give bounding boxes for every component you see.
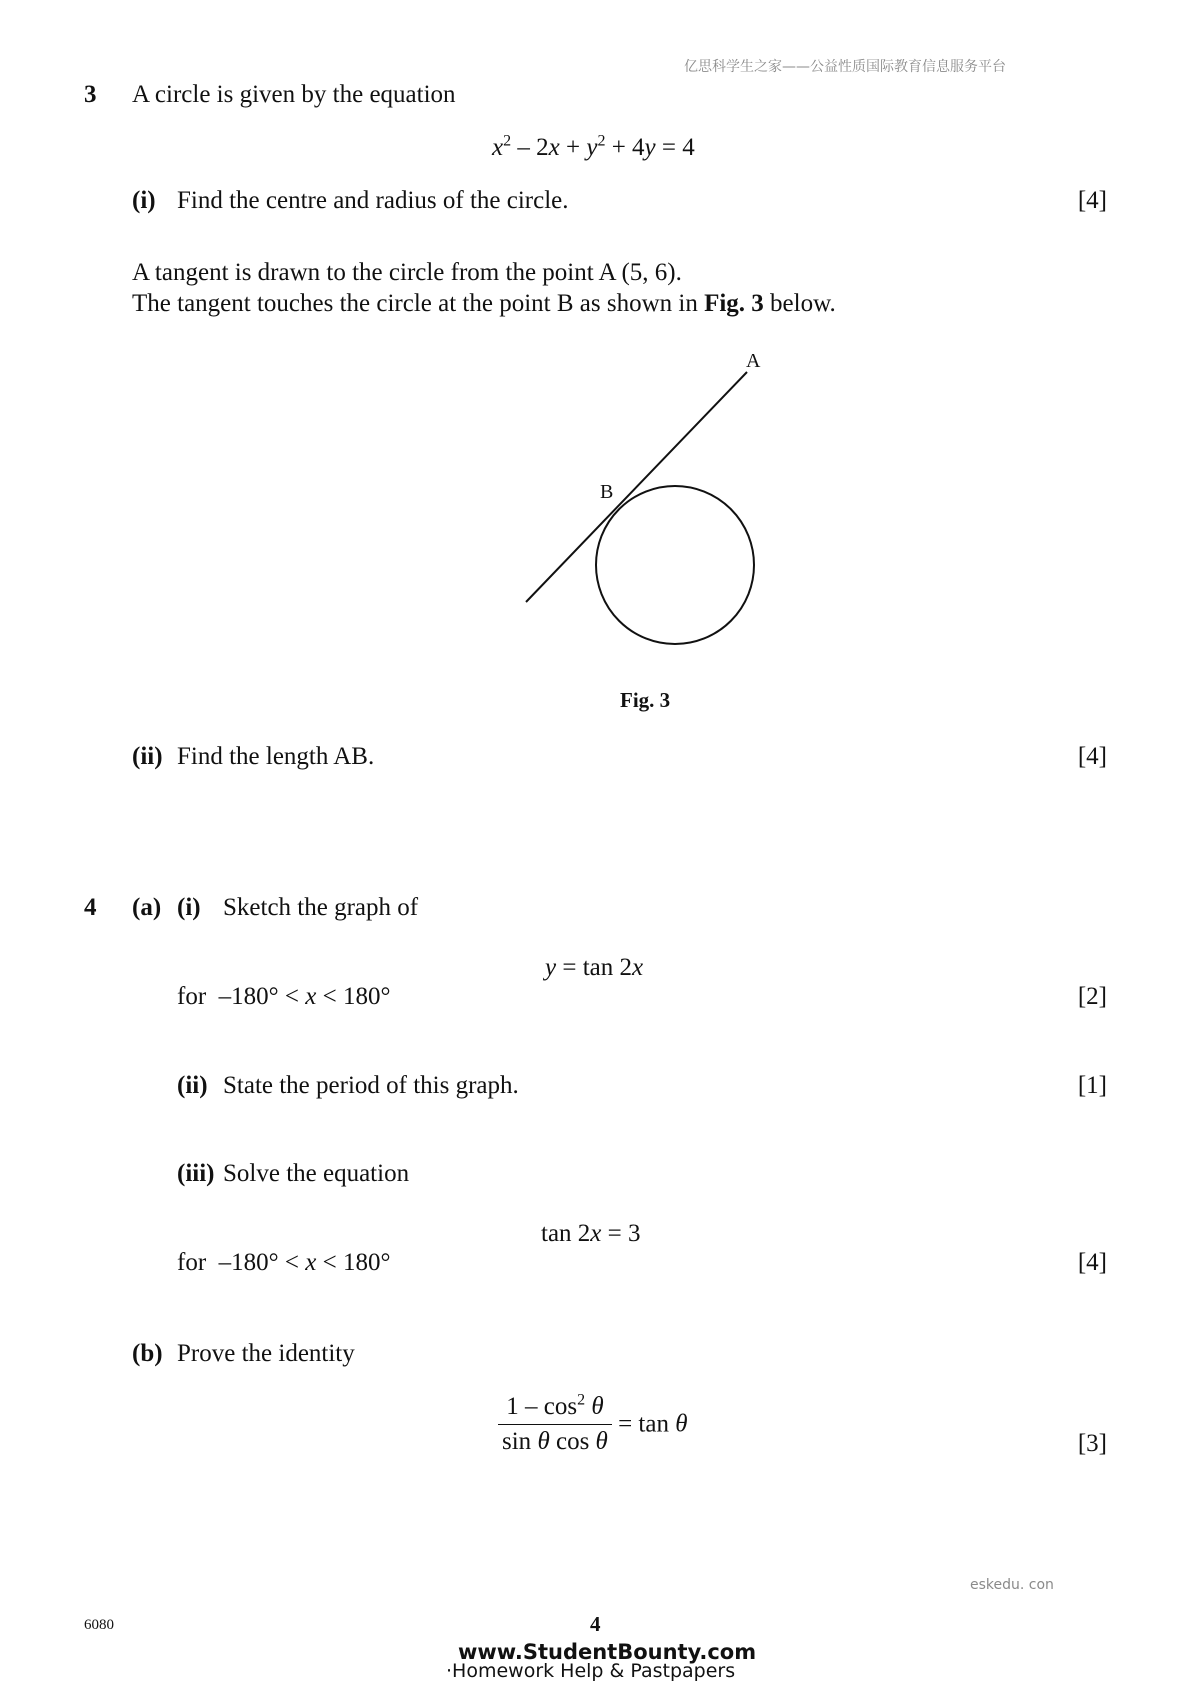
q4-part-b-marks: [3] <box>1077 1430 1107 1457</box>
q4-a-ii-marks: [1] <box>1077 1072 1107 1099</box>
trig-identity <box>498 1392 688 1457</box>
footer-site-watermark: eskedu. con <box>970 1577 1054 1593</box>
q3-part-i-marks: [4] <box>1077 187 1107 214</box>
tan-solve-equation: tan 2x = 3 <box>541 1220 641 1247</box>
question-4-number: 4 <box>84 894 97 921</box>
q4-a-iii-label: (iii) <box>177 1160 215 1187</box>
question-3-number: 3 <box>84 81 97 108</box>
tangent-line <box>526 372 747 602</box>
q4-part-b-label: (b) <box>132 1340 163 1367</box>
q4-a-i-label: (i) <box>177 894 201 921</box>
q3-part-ii-text: Find the length AB. <box>177 743 375 770</box>
q3-part-i-text: Find the centre and radius of the circle. <box>177 187 569 214</box>
q4-a-i-text: Sketch the graph of <box>223 894 419 921</box>
circle-equation: $x^2 - 2x + y^2 + 4y = 4$ <box>492 132 695 161</box>
q4-a-iii-range: for –180° < x < 180° <box>177 1249 391 1276</box>
identity-denominator: sin θ cos θ <box>502 1428 608 1455</box>
q3-tangent-line-1: A tangent is drawn to the circle from the point A (5, 6). <box>132 259 682 286</box>
paper-code: 6080 <box>84 1617 114 1633</box>
q3-part-i-label: (i) <box>132 187 156 214</box>
q3-tangent-line-2: The tangent touches the circle at the point B as shown in Fig. 3 below. <box>132 290 836 317</box>
q3-part-ii-marks: [4] <box>1077 743 1107 770</box>
q4-a-iii-marks: [4] <box>1077 1249 1107 1276</box>
figure-3-caption: Fig. 3 <box>620 688 671 712</box>
point-b-label: B <box>600 481 614 503</box>
figure-3-diagram <box>500 340 800 650</box>
point-a-label: A <box>746 350 761 372</box>
q4-a-ii-text: State the period of this graph. <box>223 1072 519 1099</box>
q4-a-i-marks: [2] <box>1077 983 1107 1010</box>
studentbounty-url[interactable]: www.StudentBounty.com <box>458 1640 757 1664</box>
q4-part-a-label: (a) <box>132 894 162 921</box>
identity-rhs: = tan θ <box>611 1410 688 1438</box>
circle-shape <box>596 486 754 644</box>
question-3-intro: A circle is given by the equation <box>132 81 456 108</box>
studentbounty-tagline: ·Homework Help & Pastpapers <box>446 1660 736 1682</box>
identity-fraction <box>498 1392 612 1457</box>
identity-numerator: $1 - \cos^2 \theta$ <box>498 1392 612 1425</box>
q4-a-ii-label: (ii) <box>177 1072 208 1099</box>
q4-a-iii-text: Solve the equation <box>223 1160 410 1187</box>
tan-graph-equation: y = tan 2x <box>545 954 644 981</box>
header-watermark: 亿思科学生之家——公益性质国际教育信息服务平台 <box>684 59 1006 75</box>
q4-part-b-text: Prove the identity <box>177 1340 355 1367</box>
q3-part-ii-label: (ii) <box>132 743 163 770</box>
page-number: 4 <box>590 1612 601 1636</box>
q4-a-i-range: for –180° < x < 180° <box>177 983 391 1010</box>
